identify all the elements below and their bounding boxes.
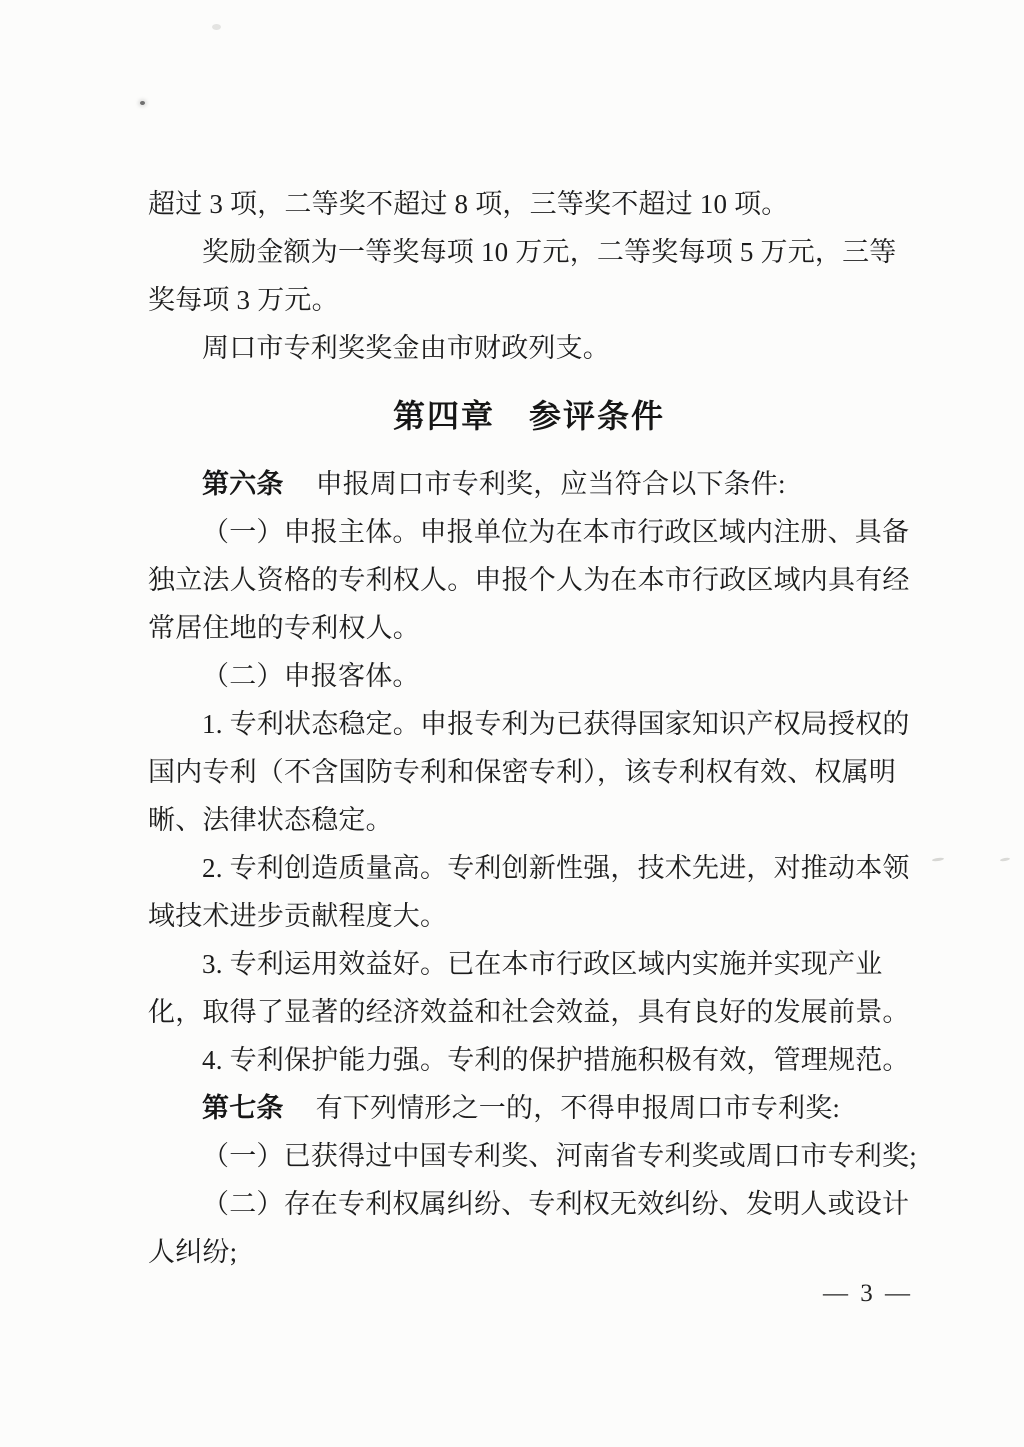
article-6-number: 第六条 [202,469,284,499]
line-point-2-end: 域技术进步贡献程度大。 [148,901,448,931]
article-6-line [148,460,910,508]
scan-smudge [212,24,221,30]
line-exclusion-2: （二）存在专利权属纠纷、专利权无效纠纷、发明人或设计 [202,1189,910,1219]
scan-smudge [932,857,944,862]
article-7-text: 有下列情形之一的，不得申报周口市专利奖: [315,1093,841,1123]
line-point-1-continued: 国内专利（不含国防专利和保密专利），该专利权有效、权属明 [148,757,897,787]
chapter-heading: 第四章 参评条件 [392,398,665,434]
line-award-quota-continued: 超过 3 项，二等奖不超过 8 项，三等奖不超过 10 项。 [148,189,789,219]
line-point-1-patent-status: 1. 专利状态稳定。申报专利为已获得国家知识产权局授权的 [202,709,910,739]
article-7-line [148,1084,910,1132]
line-award-amounts: 奖励金额为一等奖每项 10 万元，二等奖每项 5 万元，三等 [202,237,897,267]
line-point-1-end: 晰、法律状态稳定。 [148,805,393,835]
document-text-block [148,180,917,1276]
line-award-amounts-continued: 奖每项 3 万元。 [148,285,339,315]
line-award-funding: 周口市专利奖奖金由市财政列支。 [202,333,610,363]
line-point-3-application: 3. 专利运用效益好。已在本市行政区域内实施并实现产业 [202,949,883,979]
line-item-1-subject-end: 常居住地的专利权人。 [148,613,420,643]
scan-speck [140,101,145,105]
line-point-4-protection: 4. 专利保护能力强。专利的保护措施积极有效，管理规范。 [202,1045,910,1075]
line-item-1-subject-continued: 独立法人资格的专利权人。申报个人为在本市行政区域内具有经 [148,565,910,595]
line-point-3-end: 化，取得了显著的经济效益和社会效益，具有良好的发展前景。 [148,997,910,1027]
line-exclusion-1: （一）已获得过中国专利奖、河南省专利奖或周口市专利奖; [202,1141,917,1171]
page-number: — 3 — [823,1280,913,1307]
line-item-2-object: （二）申报客体。 [202,661,420,691]
scan-smudge [1000,857,1010,862]
line-point-2-quality: 2. 专利创造质量高。专利创新性强，技术先进，对推动本领 [202,853,910,883]
line-exclusion-2-end: 人纠纷; [148,1237,238,1267]
line-item-1-subject: （一）申报主体。申报单位为在本市行政区域内注册、具备 [202,517,910,547]
article-7-number: 第七条 [202,1093,284,1123]
article-6-text: 申报周口市专利奖，应当符合以下条件: [315,469,786,499]
